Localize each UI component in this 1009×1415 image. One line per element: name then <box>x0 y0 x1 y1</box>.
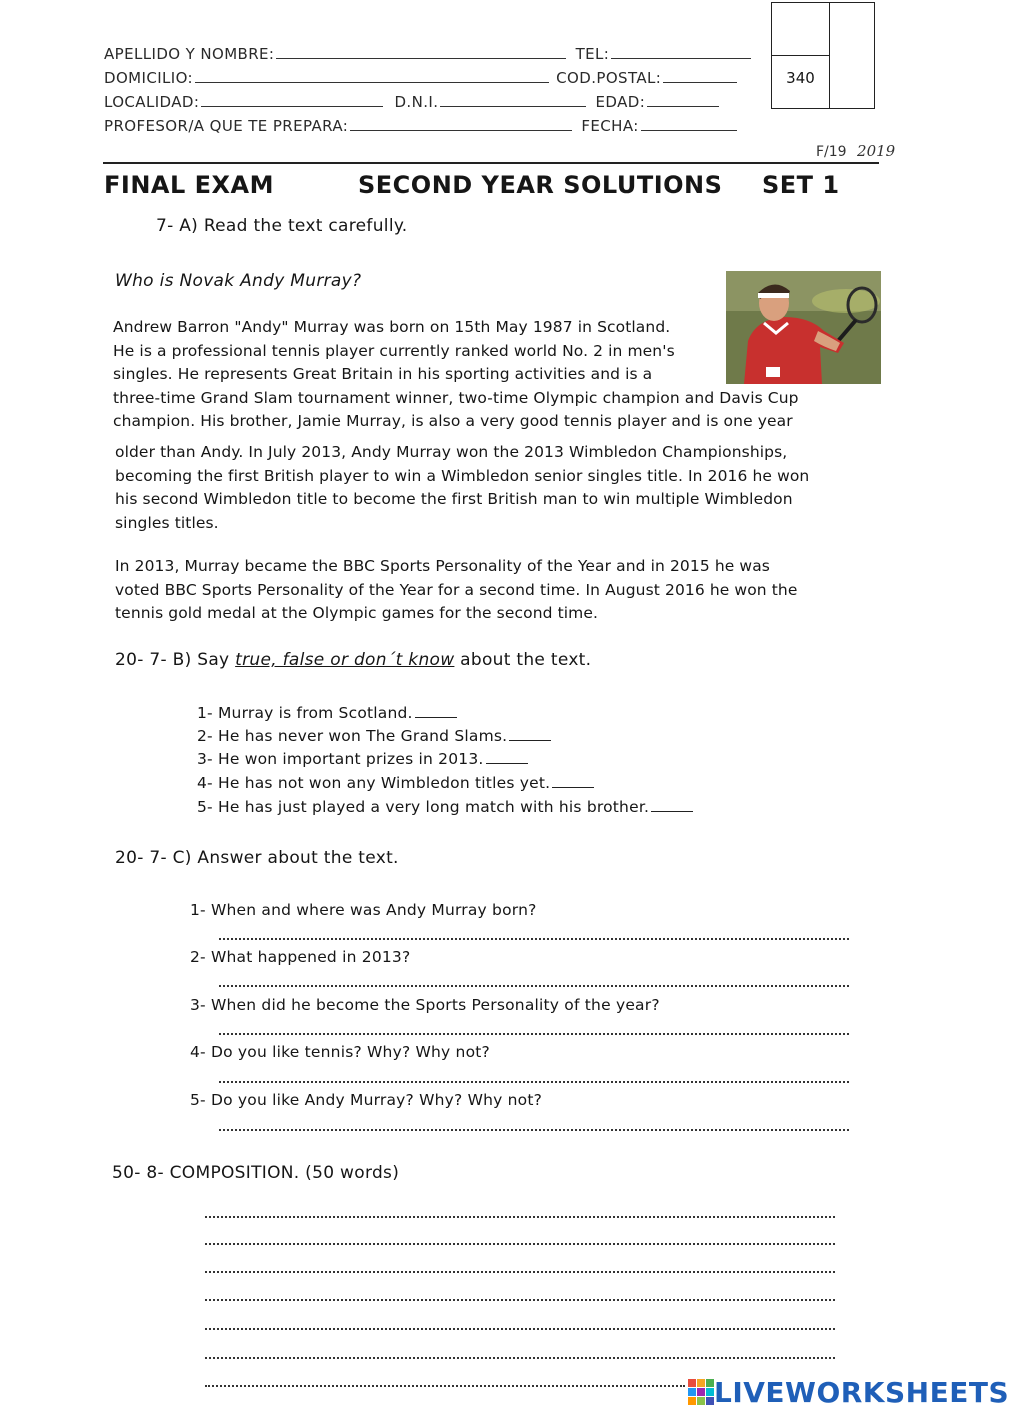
article-paragraph-3 <box>115 555 885 626</box>
article-line: tennis gold medal at the Olympic games for the second time. <box>115 604 599 623</box>
localidad-label: LOCALIDAD: <box>104 93 200 111</box>
liveworksheets-logo[interactable] <box>688 1374 1009 1410</box>
liveworksheets-icon <box>688 1379 714 1405</box>
article-line: Andrew Barron "Andy" Murray was born on 15th May 1987 in Scotland. <box>113 318 671 336</box>
tel-label: TEL: <box>575 45 610 63</box>
dni-field[interactable] <box>440 105 586 107</box>
article-line: becoming the first British player to win a Wimbledon senior singles title. In 2016 he won <box>115 466 810 485</box>
article-title: Who is Novak Andy Murray? <box>115 271 362 291</box>
answer-blank-1[interactable] <box>415 717 457 718</box>
composition-line[interactable] <box>205 1299 835 1301</box>
header-row-1 <box>104 45 751 63</box>
apellido-field[interactable] <box>276 57 566 59</box>
composition-line[interactable] <box>205 1357 835 1359</box>
composition-line[interactable] <box>205 1243 835 1245</box>
question-4: 4- Do you like tennis? Why? Why not? <box>190 1043 490 1061</box>
handwritten-year: 2019 <box>857 142 896 160</box>
answer-blank-2[interactable] <box>509 740 551 741</box>
composition-line[interactable] <box>205 1216 835 1218</box>
statement-5: 5- He has just played a very long match with his brother. <box>197 798 693 816</box>
question-5: 5- Do you like Andy Murray? Why? Why not? <box>190 1091 543 1109</box>
article-line: He is a professional tennis player currently ranked world No. 2 in men's <box>113 341 675 360</box>
article-line: In 2013, Murray became the BBC Sports Personality of the Year and in 2015 he was <box>115 557 770 575</box>
apellido-label: APELLIDO Y NOMBRE: <box>104 45 275 63</box>
answer-line-2[interactable] <box>219 985 849 987</box>
question-3: 3- When did he become the Sports Personality of the year? <box>190 996 660 1014</box>
composition-line[interactable] <box>205 1271 835 1273</box>
exam-subtitle: SECOND YEAR SOLUTIONS <box>358 171 723 199</box>
composition-line[interactable] <box>205 1328 835 1330</box>
form-code: F/19 2019 <box>816 142 896 160</box>
domicilio-field[interactable] <box>195 81 549 83</box>
profesor-label: PROFESOR/A QUE TE PREPARA: <box>104 117 349 135</box>
edad-field[interactable] <box>647 105 719 107</box>
answer-blank-4[interactable] <box>552 787 594 788</box>
grade-box <box>771 2 875 109</box>
composition-heading: 50- 8- COMPOSITION. (50 words) <box>112 1163 400 1183</box>
article-line: voted BBC Sports Personality of the Year for a second time. In August 2016 he won the <box>115 580 798 599</box>
header-divider <box>103 162 879 164</box>
exam-title: FINAL EXAM <box>104 171 274 199</box>
header-row-2 <box>104 69 737 87</box>
answer-blank-5[interactable] <box>651 811 693 812</box>
dni-label: D.N.I. <box>394 93 439 111</box>
article-line: singles titles. <box>115 513 219 532</box>
question-2: 2- What happened in 2013? <box>190 948 411 966</box>
section-a-heading: 7- A) Read the text carefully. <box>156 216 408 236</box>
edad-label: EDAD: <box>595 93 646 111</box>
answer-line-1[interactable] <box>219 938 849 940</box>
header-row-3 <box>104 93 719 111</box>
profesor-field[interactable] <box>350 129 572 131</box>
localidad-field[interactable] <box>201 105 383 107</box>
statement-2: 2- He has never won The Grand Slams. <box>197 727 551 745</box>
cod-postal-field[interactable] <box>663 81 737 83</box>
logo-text: LIVEWORKSHEETS <box>714 1375 1009 1409</box>
answer-line-3[interactable] <box>219 1033 849 1035</box>
article-line: singles. He represents Great Britain in his sporting activities and is a <box>113 365 653 384</box>
tel-field[interactable] <box>611 57 751 59</box>
cod-postal-label: COD.POSTAL: <box>556 69 662 87</box>
article-line: champion. His brother, Jamie Murray, is also a very good tennis player and is one year <box>113 412 793 431</box>
section-b-heading: 20- 7- B) Say true, false or don´t know about the text. <box>115 650 592 670</box>
composition-line[interactable] <box>205 1385 685 1387</box>
box-number: 340 <box>786 69 815 87</box>
article-line: older than Andy. In July 2013, Andy Murray won the 2013 Wimbledon Championships, <box>115 443 788 461</box>
exam-set: SET 1 <box>762 171 840 199</box>
statement-1: 1- Murray is from Scotland. <box>197 704 457 722</box>
article-paragraph-2 <box>115 441 885 535</box>
article-line: three-time Grand Slam tournament winner, two-time Olympic champion and Davis Cup <box>113 388 799 407</box>
answer-blank-3[interactable] <box>486 763 528 764</box>
statement-4: 4- He has not won any Wimbledon titles yet. <box>197 774 594 792</box>
section-b-emphasis: true, false or don´t know <box>235 650 455 670</box>
article-line: his second Wimbledon title to become the first British man to win multiple Wimbledon <box>115 490 793 509</box>
header-row-4 <box>104 117 737 135</box>
answer-line-5[interactable] <box>219 1129 849 1131</box>
domicilio-label: DOMICILIO: <box>104 69 193 87</box>
section-c-heading: 20- 7- C) Answer about the text. <box>115 848 399 868</box>
fecha-label: FECHA: <box>581 117 639 135</box>
article-paragraph-1 <box>113 316 883 434</box>
answer-line-4[interactable] <box>219 1081 849 1083</box>
fecha-field[interactable] <box>641 129 737 131</box>
question-1: 1- When and where was Andy Murray born? <box>190 901 537 919</box>
statement-3: 3- He won important prizes in 2013. <box>197 750 528 768</box>
